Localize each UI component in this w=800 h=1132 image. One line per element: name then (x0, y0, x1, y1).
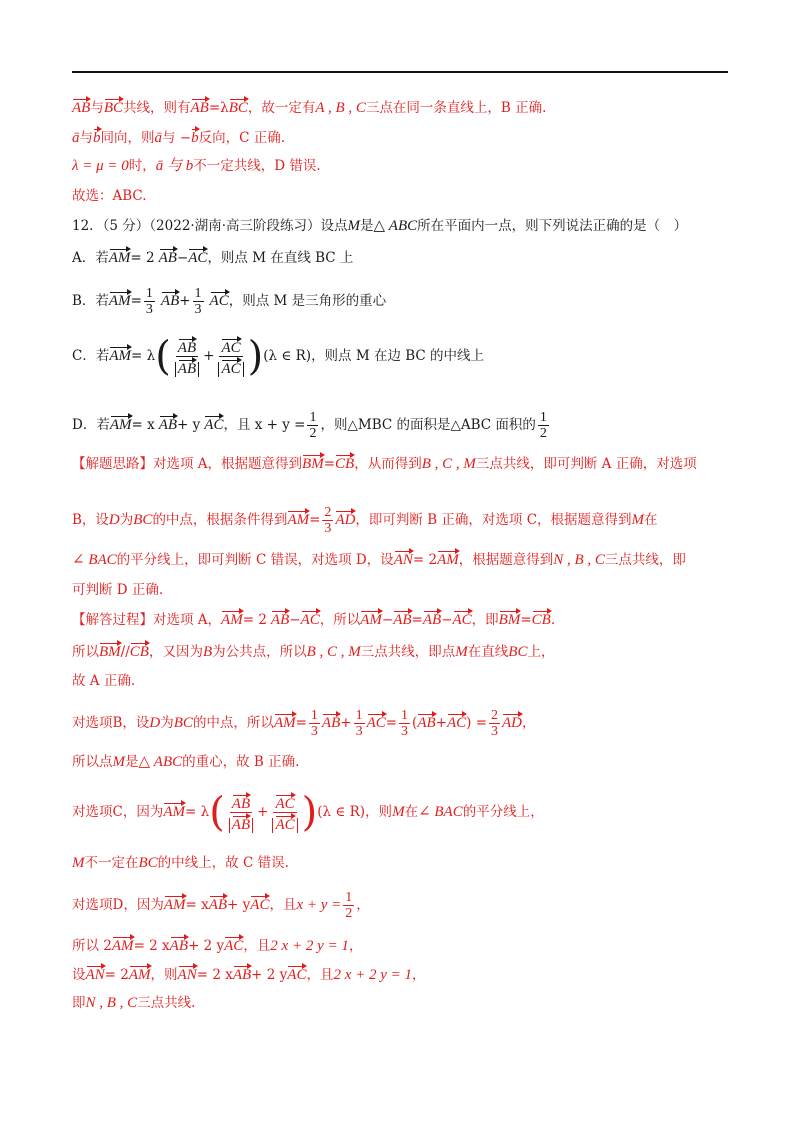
question-header: 12．（5 分）（2022·湖南·高三阶段练习）设点M是△ ABC所在平面内一点，则下列说法正确的是（ ） (72, 218, 688, 234)
process-line-4: 对选项B，设D为BC的中点，所以AM= $\frac{1}{3}$ AB+ $\frac{1}{3}$ AC= $\frac{1}{3}$ (AB+AC) = $\frac{2}{3}$ AD， (72, 708, 536, 739)
unit-vector-ab: $\frac{AB}{AB}$ (173, 336, 201, 377)
process-line-3: 故 A 正确. (72, 673, 136, 689)
fraction-one-third: $\frac{1}{3}$ (145, 286, 153, 317)
fraction-one-half: $\frac{1}{2}$ (539, 410, 547, 441)
fraction-one-third: $\frac{1}{3}$ (194, 286, 202, 317)
fraction-one-half: $\frac{1}{2}$ (309, 410, 317, 441)
thinking-line-2: B，设D为BC的中点，根据条件得到AM= $\frac{2}{3}$ AD，即可判断 B 正确，对选项 C，根据题意得到M在 (72, 505, 658, 536)
vector-ab: AB (72, 96, 90, 116)
header-rule (72, 71, 728, 73)
vector-b: b (191, 126, 199, 146)
fraction-two-thirds: $\frac{2}{3}$ (324, 505, 332, 536)
option-a: A．若AM= 2 AB−AC，则点 M 在直线 BC 上 (72, 246, 353, 268)
vector-bc: BC (104, 96, 123, 116)
process-line-7: M不一定在BC的中线上，故 C 错误. (72, 855, 289, 871)
process-line-8: 对选项D，因为AM= xAB+ yAC，且x + y = $\frac{1}{2}$ ， (72, 890, 370, 921)
prev-line-2: ā与b同向，则ā与 −b反向，C 正确. (72, 126, 285, 148)
process-line-5: 所以点M是△ ABC的重心，故 B 正确. (72, 754, 300, 770)
prev-answer: 故选：ABC. (72, 188, 147, 204)
vector-bc: BC (229, 96, 248, 116)
prev-line-1: AB与BC共线，则有AB=λBC，故一定有A , B , C三点在同一条直线上，B 正确. (72, 96, 546, 118)
process-line-9: 所以 2AM= 2 xAB+ 2 yAC，且2 x + 2 y = 1， (72, 934, 362, 956)
process-line-1: 【解答过程】对选项 A，AM= 2 AB−AC，所以AM−AB=AB−AC，即BM=CB. (72, 608, 555, 630)
vector-ab: AB (191, 96, 209, 116)
thinking-line-4: 可判断 D 正确. (72, 582, 164, 598)
thinking-line-1: 【解题思路】对选项 A，根据题意得到BM=CB，从而得到B , C , M三点共线，即可判断 A 正确，对选项 (72, 452, 697, 474)
option-c: C．若AM= λ( $\frac{AB}{AB}$ + $\frac{AC}{AC}$ )(λ ∈ R)，则点 M 在边 BC 的中线上 (72, 333, 485, 380)
option-b: B．若AM= $\frac{1}{3}$ AB+ $\frac{1}{3}$ AC，则点 M 是三角形的重心 (72, 286, 387, 317)
process-line-10: 设AN= 2AM，则AN= 2 xAB+ 2 yAC，且2 x + 2 y = 1， (72, 963, 426, 985)
process-line-6: 对选项C，因为AM= λ( $\frac{AB}{AB}$ + $\frac{AC}{AC}$ )(λ ∈ R)，则M在∠ BAC的平分线上， (72, 789, 544, 836)
process-line-2: 所以BM//CB，又因为B为公共点，所以B , C , M三点共线，即点M在直线BC上， (72, 640, 554, 662)
thinking-line-3: ∠ BAC的平分线上，即可判断 C 错误，对选项 D，设AN= 2AM，根据题意得到N , B , C三点共线，即 (72, 548, 686, 570)
process-line-11: 即N , B , C三点共线. (72, 995, 196, 1011)
option-d: D．若AM= x AB+ y AC，且 x + y = $\frac{1}{2}$ ，则△MBC 的面积是△ABC 面积的 $\frac{1}{2}$ (72, 410, 547, 441)
prev-line-3: λ = μ = 0时，ā 与 b不一定共线，D 错误. (72, 158, 321, 174)
vector-b: b (93, 126, 101, 146)
unit-vector-ac: $\frac{AC}{AC}$ (216, 336, 245, 377)
